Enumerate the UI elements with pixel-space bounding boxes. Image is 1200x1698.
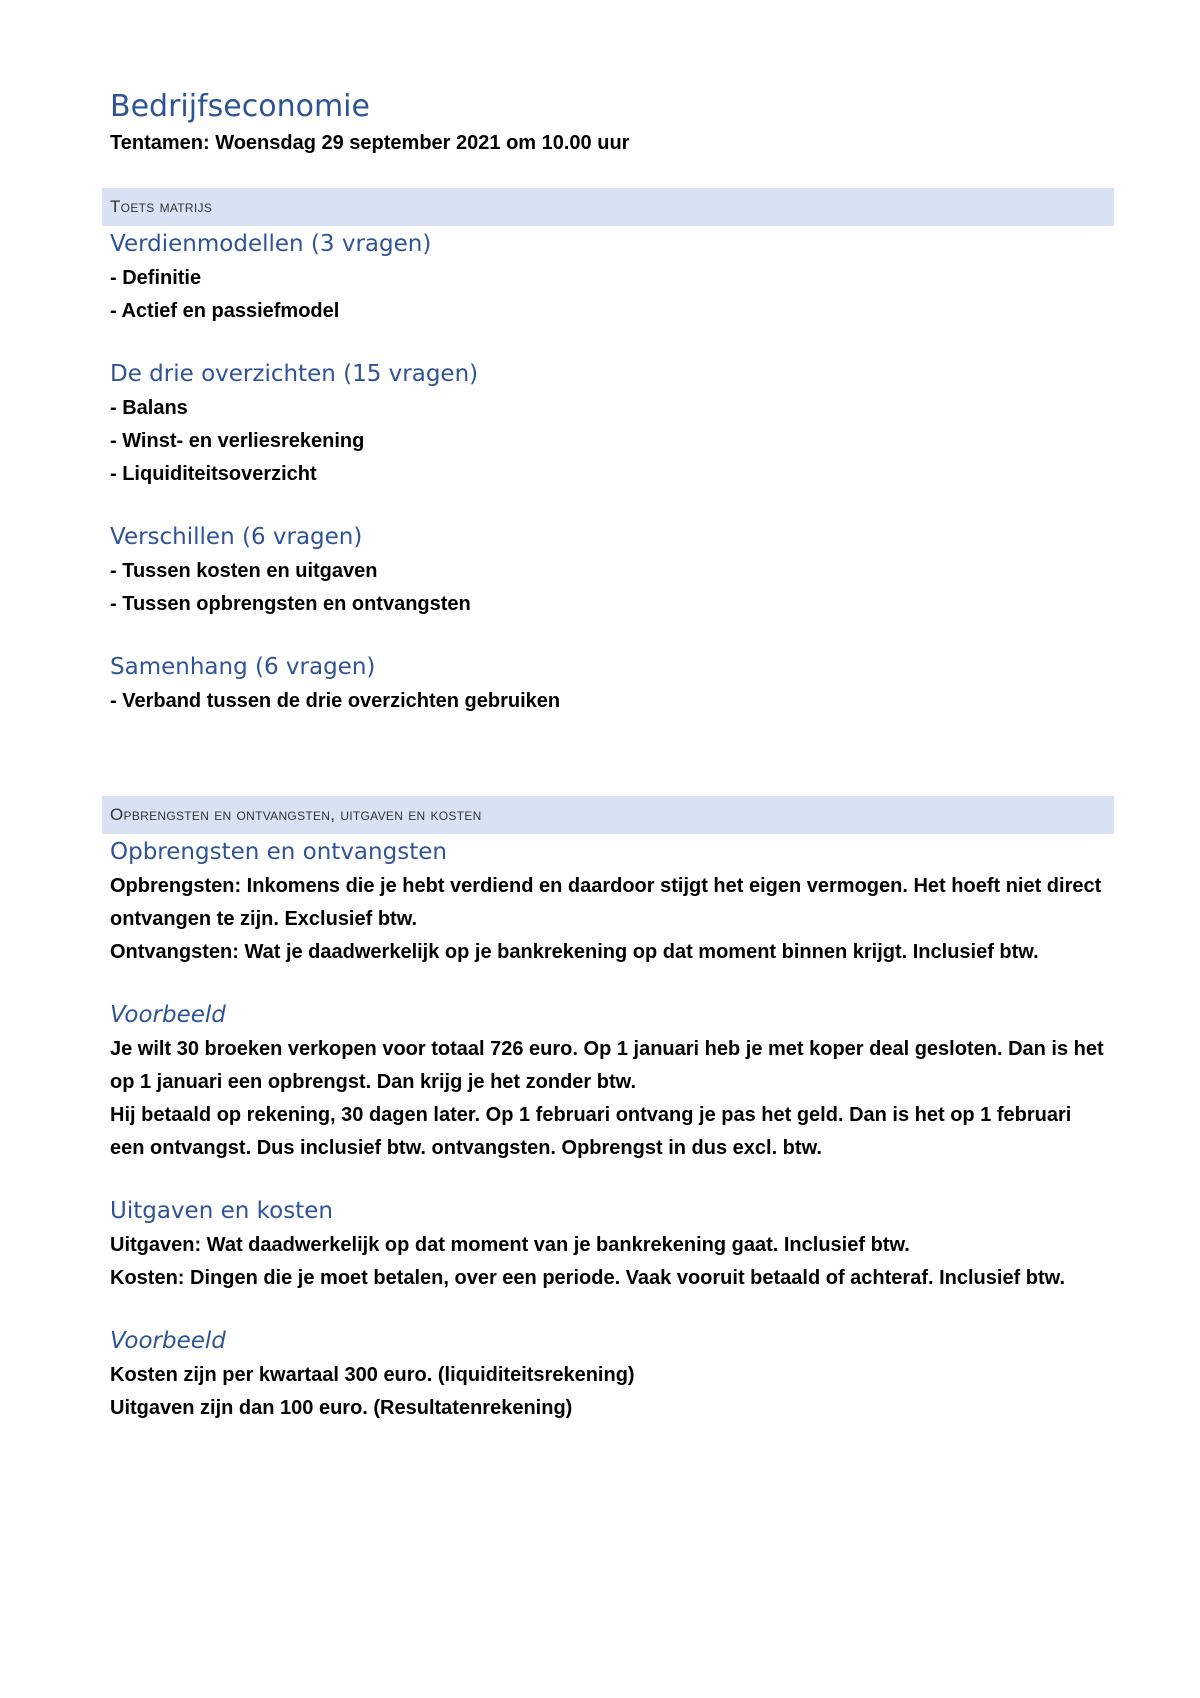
example-paragraph: Hij betaald op rekening, 30 dagen later. Op 1 februari ontvang je pas het geld. Dan is het op 1 februari een ontvangst. Dus inclusief btw. ontvangsten. Opbrengst in dus excl. btw.	[110, 1104, 1072, 1159]
definition-text: : Dingen die je moet betalen, over een periode. Vaak vooruit betaald of achteraf. Inclusief btw.	[177, 1267, 1066, 1289]
heading-voorbeeld: Voorbeeld	[110, 1002, 226, 1028]
term-label: Ontvangsten	[110, 941, 233, 963]
list-item: - Balans	[110, 397, 188, 419]
heading-drie-overzichten: De drie overzichten (15 vragen)	[110, 361, 479, 387]
section-band-opbrengsten: Opbrengsten en ontvangsten, uitgaven en kosten	[102, 796, 1114, 834]
list-item: - Tussen opbrengsten en ontvangsten	[110, 593, 471, 615]
definition-opbrengsten	[110, 870, 1106, 936]
term-label: Uitgaven	[110, 1234, 195, 1256]
heading-uitgaven-kosten: Uitgaven en kosten	[110, 1198, 333, 1224]
definition-text: : Wat daadwerkelijk op dat moment van je bankrekening gaat. Inclusief btw.	[194, 1234, 910, 1256]
example-line: Uitgaven zijn dan 100 euro. (Resultatenrekening)	[110, 1397, 573, 1419]
document-title: Bedrijfseconomie	[110, 89, 370, 124]
definition-uitgaven	[110, 1229, 1106, 1262]
heading-voorbeeld: Voorbeeld	[110, 1328, 226, 1354]
exam-date: Tentamen: Woensdag 29 september 2021 om 10.00 uur	[110, 132, 630, 154]
list-item: - Winst- en verliesrekening	[110, 430, 365, 452]
list-item: - Verband tussen de drie overzichten gebruiken	[110, 690, 561, 712]
section-band-toets-matrijs: Toets matrijs	[102, 188, 1114, 226]
list-item: - Tussen kosten en uitgaven	[110, 560, 378, 582]
list-item: - Liquiditeitsoverzicht	[110, 463, 317, 485]
definition-text: : Inkomens die je hebt verdiend en daardoor stijgt het eigen vermogen. Het hoeft niet direct ontvangen te zijn. Exclusief btw.	[110, 875, 1102, 930]
definition-text: : Wat je daadwerkelijk op je bankrekening op dat moment binnen krijgt. Inclusief btw.	[232, 941, 1039, 963]
document-page	[110, 86, 1106, 1425]
term-label: Kosten	[110, 1267, 178, 1289]
example-line: Kosten zijn per kwartaal 300 euro. (liquiditeitsrekening)	[110, 1364, 635, 1386]
term-label: Opbrengsten	[110, 875, 235, 897]
heading-verdienmodellen: Verdienmodellen (3 vragen)	[110, 231, 432, 257]
heading-verschillen: Verschillen (6 vragen)	[110, 524, 363, 550]
list-item: - Definitie	[110, 267, 202, 289]
heading-opbrengsten-ontvangsten: Opbrengsten en ontvangsten	[110, 839, 447, 865]
list-item: - Actief en passiefmodel	[110, 300, 340, 322]
definition-kosten	[110, 1262, 1106, 1295]
example-paragraph: Je wilt 30 broeken verkopen voor totaal 726 euro. Op 1 januari heb je met koper deal gesloten. Dan is het op 1 januari een opbrengst. Dan krijg je het zonder btw.	[110, 1038, 1104, 1093]
definition-ontvangsten	[110, 936, 1106, 969]
heading-samenhang: Samenhang (6 vragen)	[110, 654, 376, 680]
